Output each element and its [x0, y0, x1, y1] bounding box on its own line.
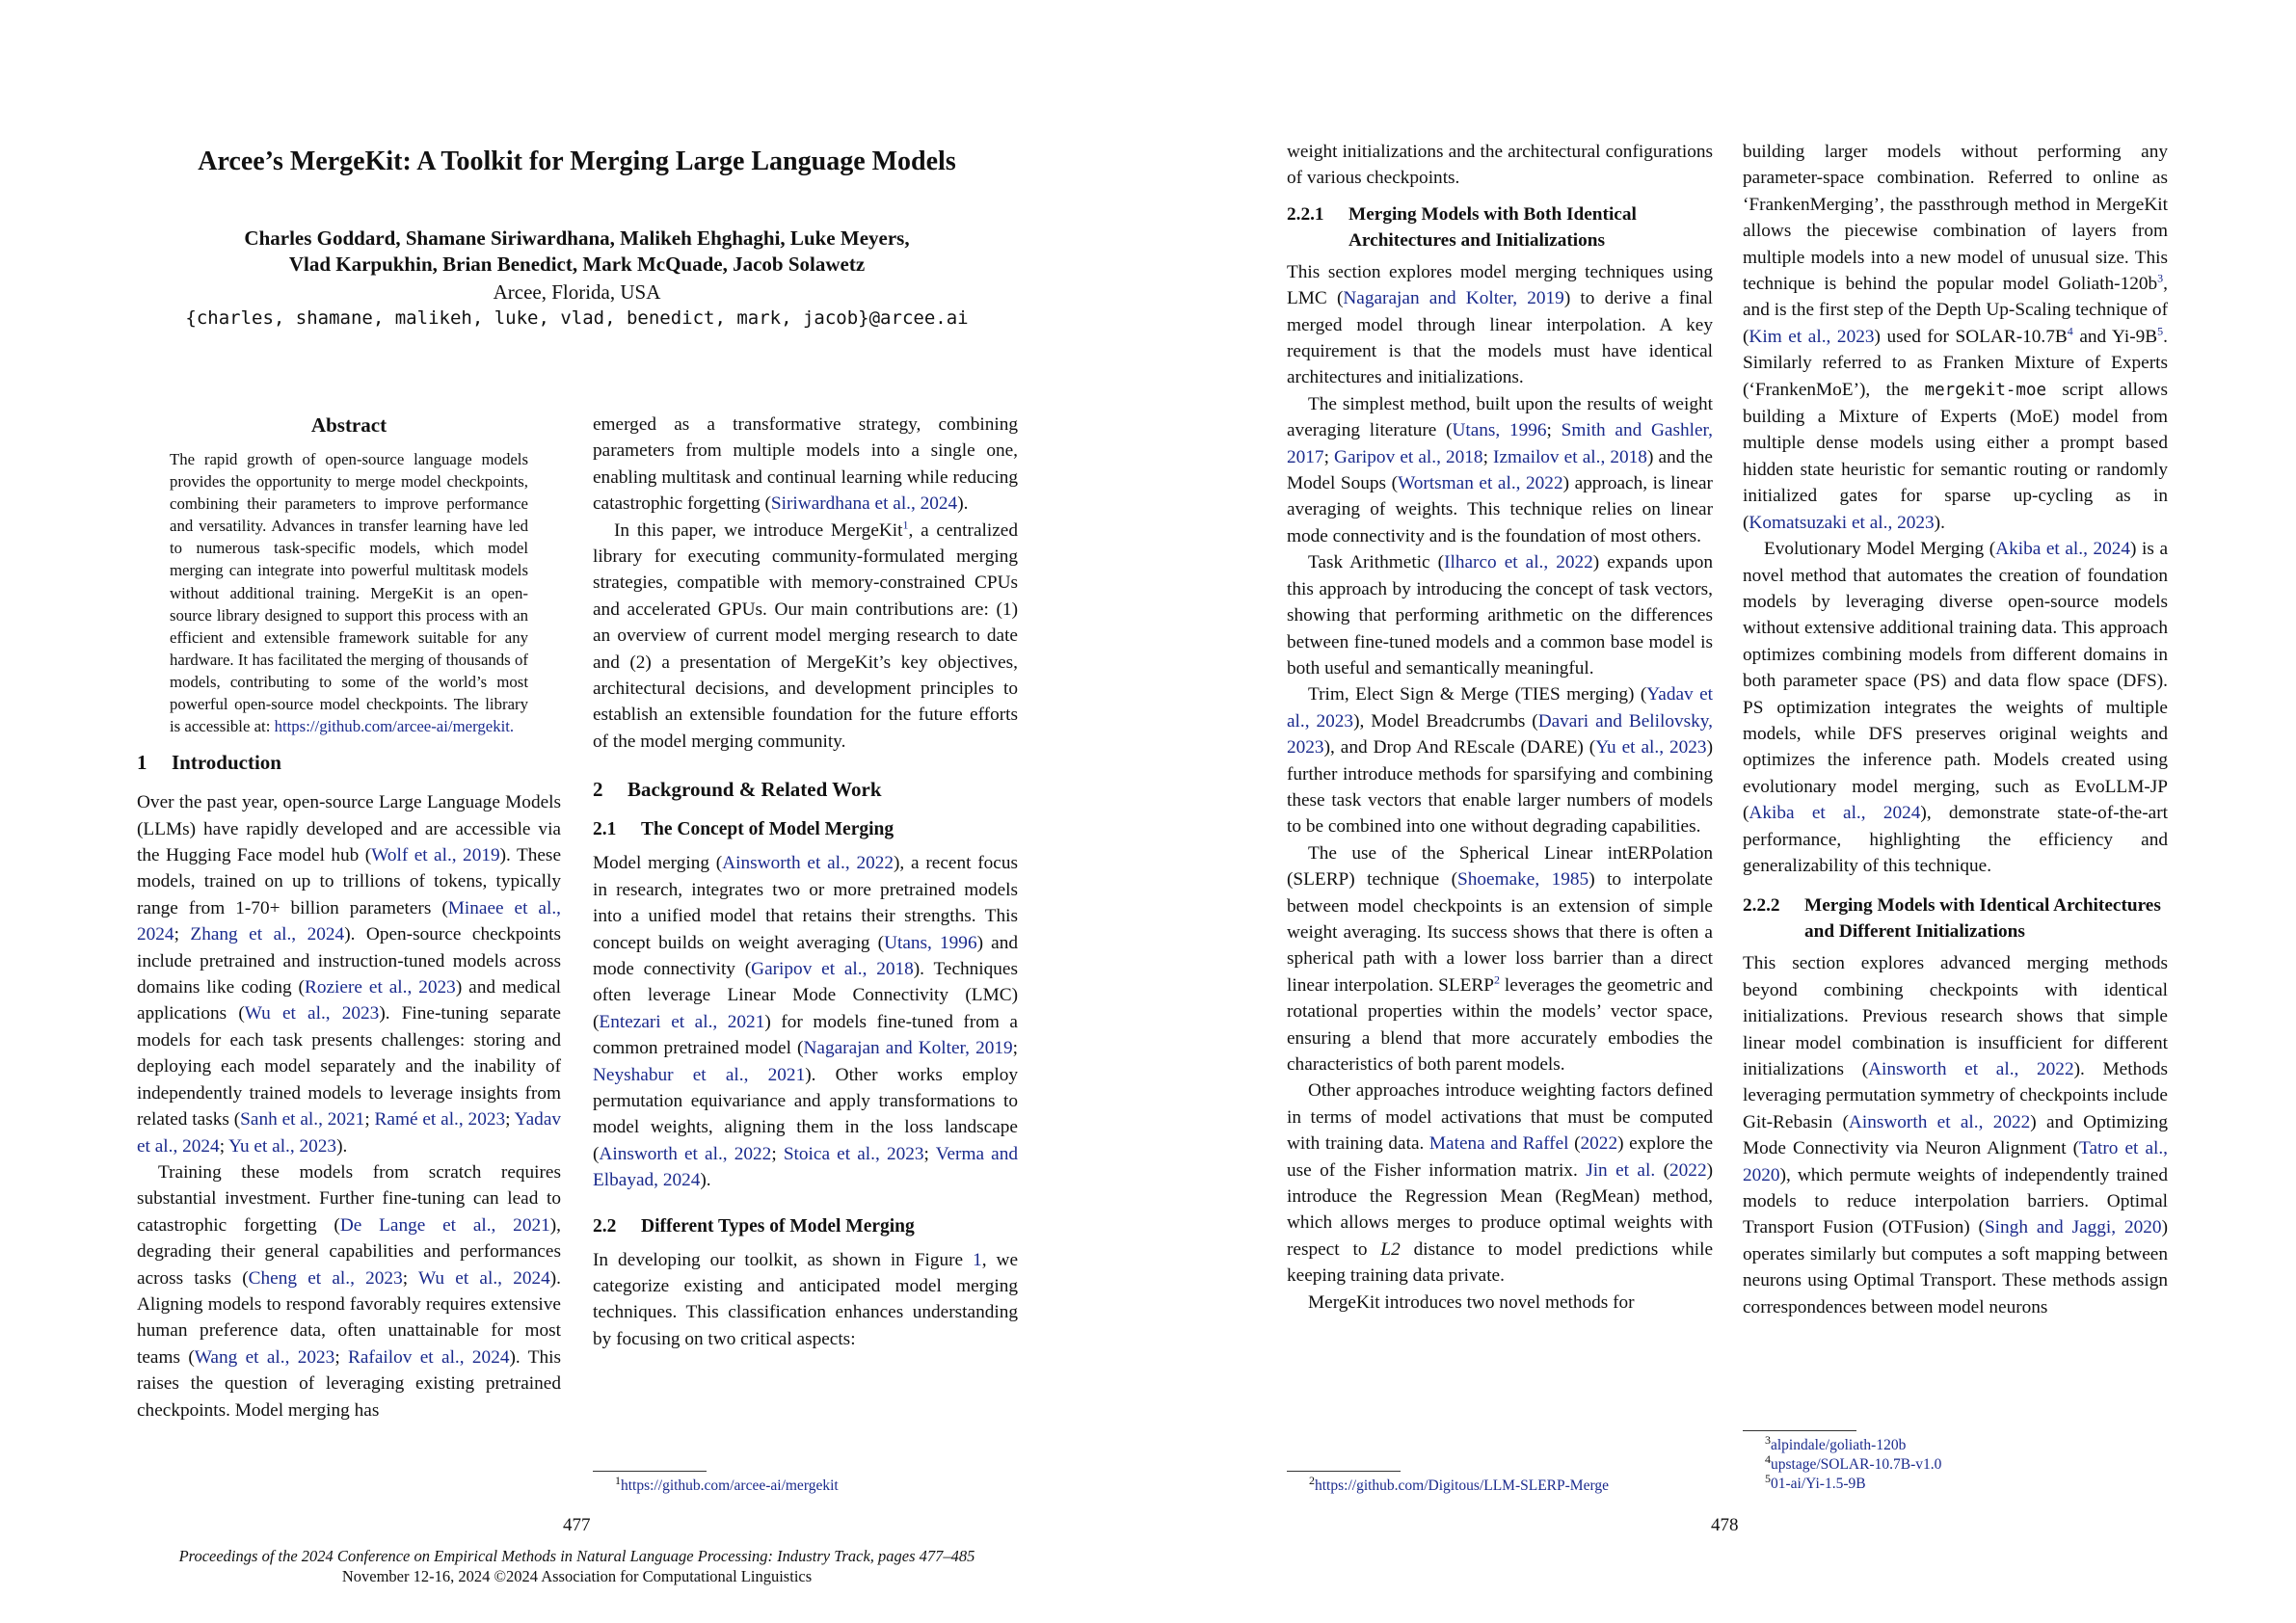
s221-paragraph-5: The use of the Spherical Linear intERPolation (SLERP) technique (Shoemake, 1985) to interpolate between model checkpoints is an extension of simple weight averaging. Its success shows that there is often a spherical path with a lower loss barrier than a direct linear interpolation. SLERP$^2$ leverages the geometric and rotational properties within the models’ vector space, ensuring a blend that more accurately embodies the characteristics of both parent models.: [1287, 842, 1713, 1075]
citation[interactable]: Minaee et al., 2024: [137, 897, 561, 945]
evolutionary-paragraph: Evolutionary Model Merging (Akiba et al., 2024) is a novel method that automates the creation of foundation models by leveraging diverse open-source models without extensive additional training data. This approach optimizes combining models from different domains in both parameter space (PS) and data flow space (DFS). PS optimization integrates the weights of multiple models, while DFS preserves original weights and optimizes the inference path. Models created using evolutionary model merging, such as EvoLLM-JP (Akiba et al., 2024), demonstrate state-of-the-art performance, highlighting the efficiency and generalizability of this technique.: [1743, 539, 2168, 876]
author-line-1: Charles Goddard, Shamane Siriwardhana, Malikeh Ehghaghi, Luke Meyers,: [244, 226, 910, 250]
citation[interactable]: Nagarajan and Kolter, 2019: [803, 1038, 1013, 1059]
citation[interactable]: Ainsworth et al., 2022: [599, 1143, 772, 1164]
page-number-right: 478: [1711, 1515, 1739, 1535]
section-1-heading: 1 Introduction: [137, 751, 281, 775]
citation[interactable]: Entezari et al., 2021: [599, 1011, 765, 1032]
footnote-ref-2[interactable]: 2: [1493, 972, 1500, 987]
intro-paragraph-4: In this paper, we introduce MergeKit$^1$, a centralized library for executing community-formulated merging strategies, compatible with memory-constrained CPUs and accelerated GPUs. Our main contributions are: (1) an overview of current model merging research to date and (2) a presentation of MergeKit’s key objectives, architectural decisions, and development principles to establish an extensible foundation for the future efforts of the model merging community.: [593, 518, 1018, 752]
page-478: [1148, 0, 2296, 1623]
citation[interactable]: Yu et al., 2023: [1595, 737, 1707, 758]
citation[interactable]: Yadav et al., 2023: [1287, 684, 1713, 732]
proceedings-footer: Proceedings of the 2024 Conference on Empirical Methods in Natural Language Processing: Industry Track, pages 477–485 November 12-16, 2024 ©2024 Association for Computational Linguistics: [178, 1547, 975, 1585]
author-list: [135, 226, 1019, 278]
citation[interactable]: Yu et al., 2023: [228, 1135, 337, 1157]
footnote-rule-2: [1287, 1471, 1401, 1472]
intro-paragraph-1: Over the past year, open-source Large Language Models (LLMs) have rapidly developed and are accessible via the Hugging Face model hub (Wolf et al., 2019). These models, trained on up to trillions of tokens, typically range from 1-70+ billion parameters (Minaee et al., 2024; Zhang et al., 2024). Open-source checkpoints include pretrained and instruction-tuned models across domains like coding (Roziere et al., 2023) and medical applications (Wu et al., 2023). Fine-tuning separate models for each task presents challenges: storing and deploying each model separately and the inability of independently trained models to leverage insights from related tasks (Sanh et al., 2021; Ramé et al., 2023; Yadav et al., 2024; Yu et al., 2023).: [137, 792, 562, 1157]
abstract-heading: Abstract: [310, 413, 387, 437]
citation[interactable]: Kim et al., 2023: [1749, 326, 1875, 347]
citation[interactable]: Wang et al., 2023: [194, 1346, 335, 1368]
citation[interactable]: 2022: [1669, 1159, 1707, 1181]
citation[interactable]: Utans, 1996: [1452, 420, 1547, 441]
citation[interactable]: Garipov et al., 2018: [1334, 446, 1483, 467]
section-2-heading: 2 Background & Related Work: [593, 778, 882, 802]
footnote-rule-3: [1743, 1430, 1856, 1431]
citation[interactable]: Izmailov et al., 2018: [1493, 446, 1647, 467]
citation[interactable]: Akiba et al., 2024: [1749, 803, 1921, 824]
section-2-2-2-heading: 2.2.2 Merging Models with Identical Architectures and Different Initializations: [1743, 895, 2161, 943]
footnote-ref-4[interactable]: 4: [2067, 324, 2073, 338]
intro-paragraph-3: emerged as a transformative strategy, combining parameters from multiple models into a single one, enabling multitask and continual learning while reducing catastrophic forgetting (Siriwardhana et al., 2024).: [593, 414, 1018, 515]
citation[interactable]: Davari and Belilovsky, 2023: [1287, 710, 1713, 758]
citation[interactable]: Sanh et al., 2021: [240, 1109, 365, 1131]
section-2-2-1-heading: 2.2.1 Merging Models with Both Identical Architectures and Initializations: [1287, 203, 1637, 251]
citation[interactable]: Ainsworth et al., 2022: [722, 853, 894, 874]
citation[interactable]: Wolf et al., 2019: [371, 845, 500, 866]
code-mergekit-moe: mergekit-moe: [1924, 380, 2047, 400]
citation[interactable]: Nagarajan and Kolter, 2019: [1343, 288, 1564, 309]
left-page-column-1: [137, 412, 561, 1423]
citation[interactable]: Ramé et al., 2023: [374, 1109, 506, 1131]
s221-paragraph-7: MergeKit introduces two novel methods for: [1308, 1291, 1635, 1313]
s221-paragraph-1: This section explores model merging techniques using LMC (Nagarajan and Kolter, 2019) to derive a final merged model through linear interpolation. A key requirement is that the models must have identical architectures and initializations.: [1287, 261, 1713, 388]
citation[interactable]: Roziere et al., 2023: [304, 977, 456, 998]
citation[interactable]: Wu et al., 2024: [417, 1267, 550, 1289]
citation[interactable]: De Lange et al., 2021: [339, 1214, 550, 1236]
s221-paragraph-4: Trim, Elect Sign & Merge (TIES merging) (Yadav et al., 2023), Model Breadcrumbs (Davari and Belilovsky, 2023), and Drop And REscale (DARE) (Yu et al., 2023) further introduce methods for sparsifying and combining these task vectors that enable larger numbers of models to be combined into one without degrading capabilities.: [1287, 684, 1713, 838]
footnote-4: $^4$upstage/SOLAR-10.7B-v1.0: [1765, 1451, 1942, 1473]
figure-ref[interactable]: 1: [973, 1249, 982, 1270]
citation[interactable]: Garipov et al., 2018: [751, 958, 914, 979]
citation[interactable]: Komatsuzaki et al., 2023: [1749, 512, 1935, 533]
footnote-2-link[interactable]: https://github.com/Digitous/LLM-SLERP-Merge: [1315, 1477, 1609, 1494]
section-2-1-heading: 2.1 The Concept of Model Merging: [593, 819, 894, 840]
footnote-1: $^1$https://github.com/arcee-ai/mergekit: [615, 1473, 839, 1494]
citation[interactable]: Yadav et al., 2024: [137, 1109, 562, 1157]
affiliation: Arcee, Florida, USA: [493, 280, 661, 304]
citation[interactable]: Neyshabur et al., 2021: [593, 1064, 806, 1085]
left-page-column-2: [593, 412, 1018, 1352]
footnote-ref-3[interactable]: 3: [2157, 271, 2164, 285]
footnote-1-link[interactable]: https://github.com/arcee-ai/mergekit: [621, 1477, 839, 1494]
citation[interactable]: Utans, 1996: [884, 932, 977, 953]
citation[interactable]: Rafailov et al., 2024: [348, 1346, 510, 1368]
footnote-ref-1[interactable]: 1: [902, 518, 909, 532]
section-2-1-paragraph: Model merging (Ainsworth et al., 2022), a recent focus in research, integrates two or more pretrained models into a unified model that retains their strengths. This concept builds on weight averaging (Utans, 1996) and mode connectivity (Garipov et al., 2018). Techniques often leverage Linear Mode Connectivity (LMC) (Entezari et al., 2021) for models fine-tuned from a common pretrained model (Nagarajan and Kolter, 2019; Neyshabur et al., 2021). Other works employ permutation equivariance and apply transformations to model weights, aligning them in the loss landscape (Ainsworth et al., 2022; Stoica et al., 2023; Verma and Elbayad, 2024).: [593, 853, 1019, 1191]
citation[interactable]: Shoemake, 1985: [1457, 869, 1589, 891]
s222-paragraph: This section explores advanced merging methods beyond combining checkpoints with identical initializations. Previous research shows that simple linear model combination is insufficient for different initializations (Ainsworth et al., 2022). Methods leveraging permutation symmetry of checkpoints include Git-Rebasin (Ainsworth et al., 2022) and Optimizing Mode Connectivity via Neuron Alignment (Tatro et al., 2020), which permute weights of independently trained models to reduce interpolation barriers. Optimal Transport Fusion (OTFusion) (Singh and Jaggi, 2020) operates similarly but computes a soft mapping between neurons using Optimal Transport. These methods assign correspondences between model neurons: [1743, 953, 2169, 1317]
author-line-2: Vlad Karpukhin, Brian Benedict, Mark McQuade, Jacob Solawetz: [288, 253, 866, 276]
s221-paragraph-6: Other approaches introduce weighting factors defined in terms of model activations that must be computed with training data. Matena and Raffel (2022) explore the use of the Fisher information matrix. Jin et al. (2022) introduce the Regression Mean (RegMean) method, which allows merges to produce optimal weights with respect to L2 distance to model predictions while keeping training data private.: [1287, 1080, 1714, 1287]
citation[interactable]: Tatro et al., 2020: [1743, 1138, 2168, 1185]
s221-paragraph-3: Task Arithmetic (Ilharco et al., 2022) expands upon this approach by introducing the concept of task vectors, showing that performing arithmetic on the differences between fine-tuned models and a common base model is both useful and semantically meaningful.: [1287, 552, 1713, 678]
right-page-column-2: [1743, 139, 2168, 1320]
citation[interactable]: Stoica et al., 2023: [783, 1143, 924, 1164]
citation[interactable]: Wu et al., 2023: [244, 1003, 380, 1024]
citation[interactable]: Zhang et al., 2024: [190, 924, 345, 945]
citation[interactable]: Smith and Gashler, 2017: [1287, 420, 1713, 467]
citation[interactable]: Ainsworth et al., 2022: [1848, 1111, 2031, 1132]
citation[interactable]: Matena and Raffel: [1428, 1133, 1569, 1155]
page-number-left: 477: [563, 1515, 591, 1535]
citation[interactable]: Cheng et al., 2023: [248, 1267, 403, 1289]
math-l2: L2: [1380, 1238, 1401, 1260]
citation[interactable]: 2022: [1580, 1133, 1618, 1155]
citation[interactable]: Ainsworth et al., 2022: [1868, 1059, 2074, 1079]
paper-title: Arcee’s MergeKit: A Toolkit for Merging Large Language Models: [198, 146, 956, 176]
footnote-2: $^2$https://github.com/Digitous/LLM-SLERP-Merge: [1309, 1473, 1609, 1494]
citation[interactable]: Siriwardhana et al., 2024: [770, 493, 958, 515]
citation[interactable]: Wortsman et al., 2022: [1398, 473, 1563, 494]
mergekit-link[interactable]: https://github.com/arcee-ai/mergekit.: [274, 717, 515, 736]
author-emails: {charles, shamane, malikeh, luke, vlad, benedict, mark, jacob}@arcee.ai: [185, 307, 969, 329]
intro-paragraph-2: Training these models from scratch requires substantial investment. Further fine-tuning can lead to catastrophic forgetting (De Lange et al., 2021), degrading their general capabilities and performances across tasks (Cheng et al., 2023; Wu et al., 2024). Aligning models to respond favorably requires extensive human preference data, often unattainable for most teams (Wang et al., 2023; Rafailov et al., 2024). This raises the question of leveraging existing pretrained checkpoints. Model merging has: [137, 1161, 562, 1421]
footnote-rule: [593, 1471, 707, 1472]
citation[interactable]: Verma and Elbayad, 2024: [593, 1143, 1018, 1191]
section-2-2-paragraph: In developing our toolkit, as shown in Figure 1, we categorize existing and anticipated model merging techniques. This classification enhances understanding by focusing on two critical aspects:: [593, 1249, 1019, 1349]
footnotes-col2: [1765, 1432, 1942, 1494]
citation[interactable]: Jin et al.: [1586, 1159, 1656, 1181]
footnote-5: $^5$01-ai/Yi-1.5-9B: [1765, 1471, 1866, 1492]
footnote-ref-5[interactable]: 5: [2157, 324, 2164, 338]
abstract-text: The rapid growth of open-source language models provides the opportunity to merge model checkpoints, combining their parameters to improve performance and versatility. Advances in transfer learning have led to numerous task-specific models, which model merging can integrate into powerful multitask models without additional training. MergeKit is an open-source library designed to support this process with an efficient and extensible framework suitable for any hardware. It has facilitated the merging of thousands of models, contributing to some of the world’s most powerful open-source model checkpoints. The library is accessible at: https://github.com/arcee-ai/mergekit.: [170, 450, 528, 736]
citation[interactable]: Akiba et al., 2024: [1995, 539, 2131, 560]
right-page-column-1: [1287, 139, 1713, 1316]
s221-paragraph-2: The simplest method, built upon the results of weight averaging literature (Utans, 1996; Smith and Gashler, 2017; Garipov et al., 2018; Izmailov et al., 2018) and the Model Soups (Wortsman et al., 2022) approach, is linear averaging of weights. This technique relies on linear mode connectivity and is the foundation of most others.: [1287, 393, 1713, 546]
franken-paragraph: building larger models without performing any parameter-space combination. Referred to online as ‘FrankenMerging’, the passthrough method in MergeKit allows the piecewise combination of layers from multiple models into a new model of unusual size. This technique is behind the popular model Goliath-$120b^3$, and is the first step of the Depth Up-Scaling technique of (Kim et al., 2023) used for SOLAR-$10.7B^4$ and $Yi-9B^5$. Similarly referred to as Franken Mixture of Experts (‘FrankenMoE’), the mergekit-moe script allows building a Mixture of Experts (MoE) model from multiple dense models using either a prompt based hidden state heuristic for semantic routing or randomly initialized gates for sparse up-cycling as in (Komatsuzaki et al., 2023).: [1743, 142, 2168, 533]
citation[interactable]: Singh and Jaggi, 2020: [1984, 1217, 2162, 1238]
cont-paragraph: weight initializations and the architectural configurations of various checkpoints.: [1287, 142, 1713, 189]
section-2-2-heading: 2.2 Different Types of Model Merging: [593, 1215, 915, 1237]
citation[interactable]: Ilharco et al., 2022: [1444, 552, 1593, 573]
footnote-3: $^3$alpindale/goliath-120b: [1765, 1432, 1907, 1453]
